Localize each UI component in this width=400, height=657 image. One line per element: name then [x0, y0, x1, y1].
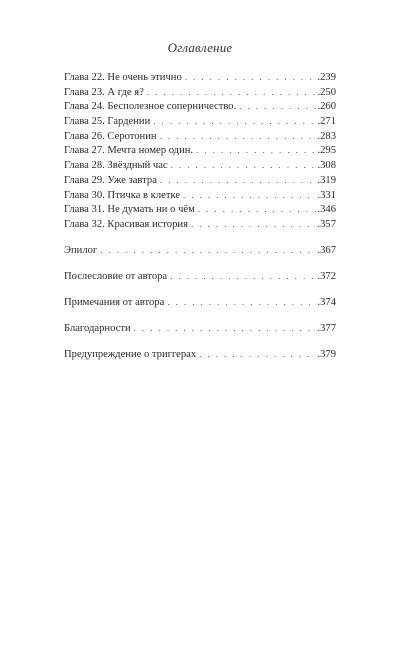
toc-entry-chapter-26 — [64, 129, 336, 144]
toc-entry-label: Послесловие от автора — [64, 270, 168, 282]
dot-leader — [191, 217, 317, 232]
dot-leader — [160, 129, 317, 144]
toc-entry-page: .260 — [317, 101, 336, 113]
toc-entry-chapter-32 — [64, 217, 336, 232]
dot-leader — [198, 202, 317, 217]
toc-entry-chapter-22 — [64, 70, 336, 85]
toc-entry-label: Глава 23. А где я? — [64, 86, 144, 98]
toc-entry-trigger-warning — [64, 347, 336, 362]
dot-leader — [147, 85, 317, 100]
toc-entry-chapter-24 — [64, 99, 336, 114]
toc-entry-page: .377 — [317, 322, 336, 334]
toc-entry-afterword — [64, 269, 336, 284]
toc-entry-label: Глава 26. Серотонин — [64, 130, 157, 142]
toc-entry-label: Глава 24. Бесполезное соперничество. — [64, 101, 237, 113]
section-gap — [64, 310, 336, 321]
toc-entry-page: .331 — [317, 189, 336, 201]
toc-entry-chapter-23 — [64, 85, 336, 100]
toc-entry-chapter-27 — [64, 143, 336, 158]
dot-leader — [199, 347, 316, 362]
toc-entry-page: .319 — [317, 174, 336, 186]
dot-leader — [153, 114, 316, 129]
toc-entry-page: .357 — [317, 218, 336, 230]
dot-leader — [239, 99, 316, 114]
toc-entry-page: .367 — [317, 244, 336, 256]
section-gap — [64, 284, 336, 295]
dot-leader — [171, 158, 317, 173]
toc-entry-label: Глава 28. Звёздный час — [64, 160, 168, 172]
toc-entry-page: .379 — [317, 348, 336, 360]
toc-entry-page: .271 — [317, 116, 336, 128]
toc-entry-chapter-30 — [64, 188, 336, 203]
toc-entry-chapter-29 — [64, 173, 336, 188]
dot-leader — [100, 243, 316, 258]
toc-entry-label: Глава 22. Не очень этично — [64, 72, 182, 83]
toc-entry-label: Глава 29. Уже завтра — [64, 174, 157, 186]
toc-entry-label: Глава 25. Гардении — [64, 116, 151, 128]
toc-entry-label: Предупреждение о триггерах — [64, 348, 197, 360]
toc-entry-label: Глава 30. Птичка в клетке — [64, 189, 181, 201]
toc-entry-chapter-28 — [64, 158, 336, 173]
toc-entry-page: .295 — [317, 145, 336, 157]
dot-leader — [167, 295, 316, 310]
dot-leader — [160, 173, 317, 188]
dot-leader — [134, 321, 317, 336]
toc-entry-label: Эпилог — [64, 244, 98, 256]
toc-entry-acknowledgements — [64, 321, 336, 336]
section-gap — [64, 232, 336, 243]
toc-entry-page: .346 — [317, 204, 336, 216]
section-gap — [64, 258, 336, 269]
toc-entry-page: .372 — [317, 270, 336, 282]
toc-entry-page: .239 — [317, 72, 336, 83]
dot-leader — [185, 70, 317, 85]
toc-entry-label: Глава 31. Не думать ни о чём — [64, 204, 195, 216]
toc-entry-page: .250 — [317, 86, 336, 98]
toc-entry-chapter-25 — [64, 114, 336, 129]
dot-leader — [196, 143, 316, 158]
toc-entry-epilogue — [64, 243, 336, 258]
toc-entry-author-notes — [64, 295, 336, 310]
toc-entry-label: Глава 27. Мечта номер один. — [64, 145, 194, 157]
toc-entry-page: .308 — [317, 160, 336, 172]
toc-entry-page: .374 — [317, 296, 336, 308]
toc-title: Оглавление — [167, 40, 233, 55]
toc-entry-label: Примечания от автора — [64, 296, 165, 308]
dot-leader — [183, 188, 316, 203]
toc-entry-label: Глава 32. Красивая история — [64, 218, 188, 230]
toc-entry-chapter-31 — [64, 202, 336, 217]
section-gap — [64, 336, 336, 347]
dot-leader — [170, 269, 316, 284]
toc-entry-page: .283 — [317, 130, 336, 142]
toc-entry-label: Благодарности — [64, 322, 131, 334]
table-of-contents — [64, 70, 336, 361]
